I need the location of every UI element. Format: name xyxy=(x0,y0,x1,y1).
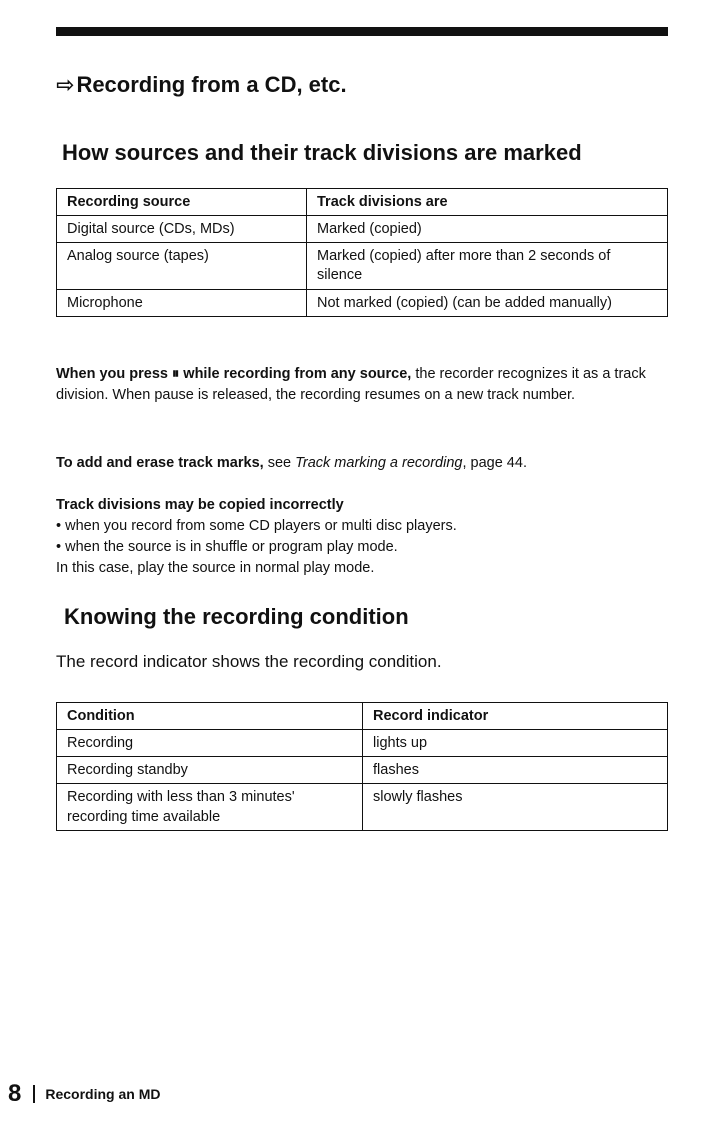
list-item: • when you record from some CD players or multi disc players. xyxy=(56,518,457,534)
table-row xyxy=(57,216,668,243)
table-cell: Analog source (tapes) xyxy=(57,243,307,289)
paragraph-text: the recorder recognizes it as a track division. When pause is released, the recording resumes on a new track number. xyxy=(56,366,646,404)
table-cell: Recording with less than 3 minutes' recording time available xyxy=(57,784,363,830)
footer-divider xyxy=(33,1085,35,1103)
table-header-cell: Track divisions are xyxy=(307,189,668,216)
paragraph-bold-lead: To add and erase track marks, xyxy=(56,455,264,471)
copied-incorrectly-title: Track divisions may be copied incorrectly xyxy=(56,497,344,513)
note-text: In this case, play the source in normal play mode. xyxy=(56,560,375,577)
page-footer xyxy=(8,1080,160,1108)
recording-condition-table xyxy=(56,702,668,831)
top-rule xyxy=(56,27,668,36)
table-cell: Marked (copied) xyxy=(307,216,668,243)
section-title-text: Recording from a CD, etc. xyxy=(76,72,347,97)
cross-reference: Track marking a recording xyxy=(295,455,463,471)
subheading-track-divisions: How sources and their track divisions are marked xyxy=(62,140,582,165)
table-cell: Digital source (CDs, MDs) xyxy=(57,216,307,243)
table-cell: Microphone xyxy=(57,289,307,316)
table-header-cell: Condition xyxy=(57,703,363,730)
paragraph-add-erase xyxy=(56,453,656,474)
table-row xyxy=(57,730,668,757)
table-header-cell: Recording source xyxy=(57,189,307,216)
table-row xyxy=(57,757,668,784)
table-cell: Recording standby xyxy=(57,757,363,784)
arrow-icon: ⇨ xyxy=(56,72,75,97)
table-cell: Not marked (copied) (can be added manually) xyxy=(307,289,668,316)
table-cell: Marked (copied) after more than 2 seconds of silence xyxy=(307,243,668,289)
footer-chapter-title: Recording an MD xyxy=(45,1086,161,1102)
table-cell: lights up xyxy=(363,730,668,757)
paragraph-pause-division xyxy=(56,364,656,406)
track-divisions-table xyxy=(56,188,668,317)
page-number: 8 xyxy=(8,1080,22,1107)
table-row xyxy=(57,784,668,830)
paragraph-bold-lead: When you press ⏸ while recording from any source, xyxy=(56,366,412,382)
section-title xyxy=(56,72,347,98)
paragraph-text: , page 44. xyxy=(462,455,527,471)
subheading-recording-condition: Knowing the recording condition xyxy=(64,604,409,629)
table-cell: Recording xyxy=(57,730,363,757)
paragraph-text: see xyxy=(263,455,296,471)
table-header-row xyxy=(57,189,668,216)
table-cell: slowly flashes xyxy=(363,784,668,830)
table-header-row xyxy=(57,703,668,730)
copied-incorrectly-list xyxy=(56,516,656,579)
table-header-cell: Record indicator xyxy=(363,703,668,730)
table-row xyxy=(57,289,668,316)
table-row xyxy=(57,243,668,289)
list-item: • when the source is in shuffle or program play mode. xyxy=(56,539,398,556)
table-cell: flashes xyxy=(363,757,668,784)
paragraph-record-indicator: The record indicator shows the recording condition. xyxy=(56,652,442,671)
